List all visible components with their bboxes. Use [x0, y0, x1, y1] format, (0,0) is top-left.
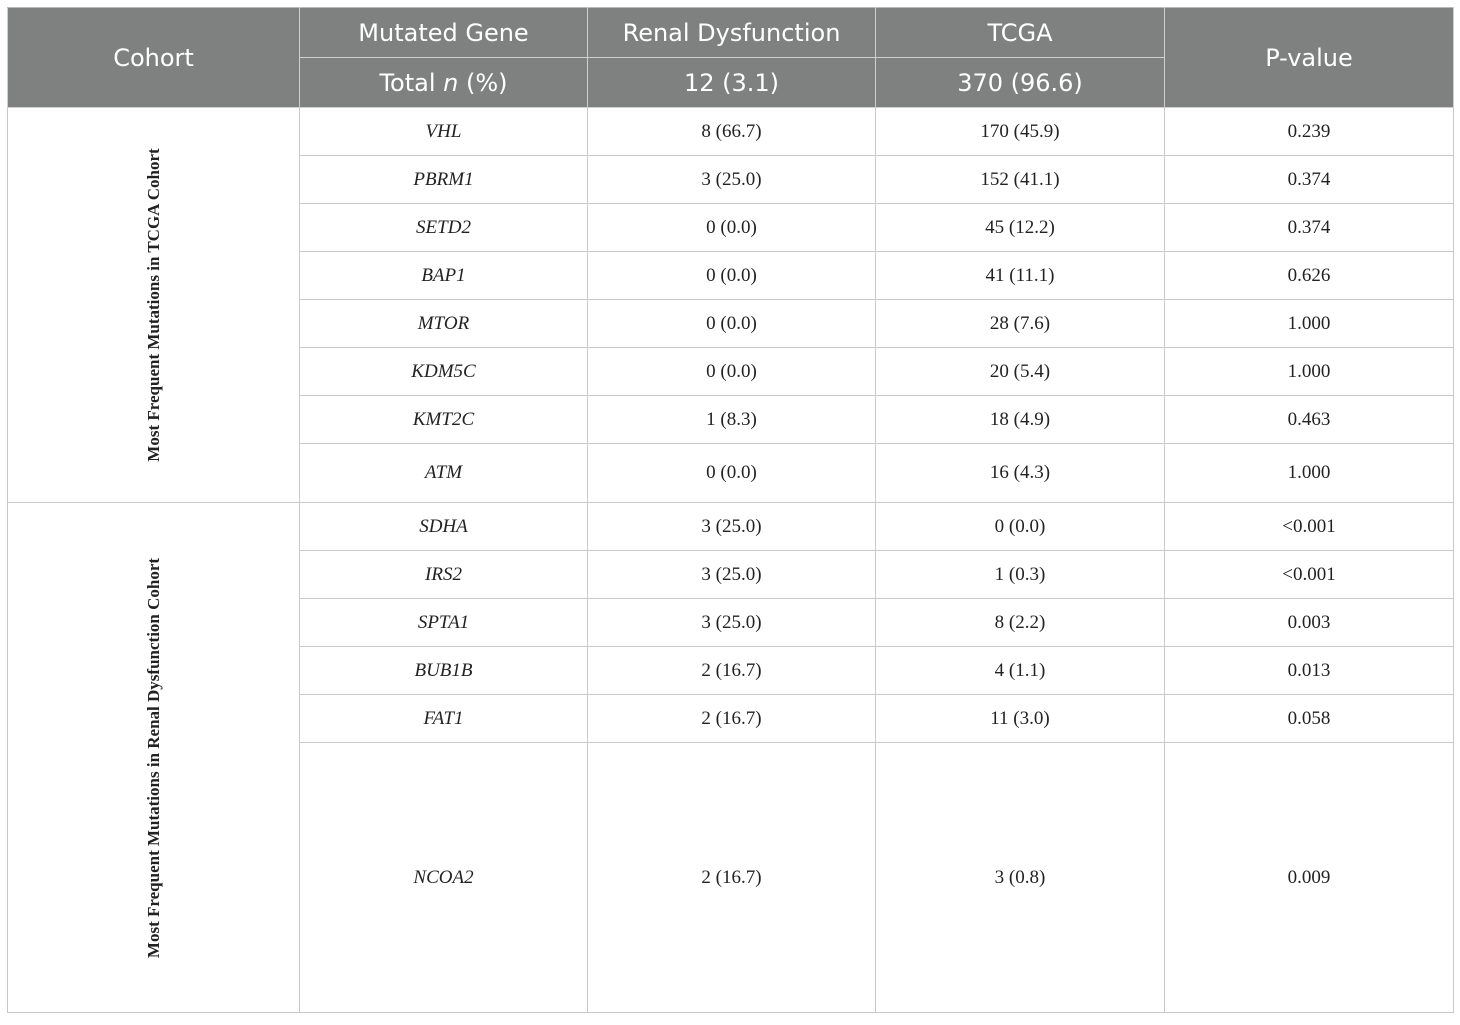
header-total-suffix: (%): [458, 68, 508, 97]
p-value-cell: 0.374: [1165, 156, 1454, 204]
cohort-group-cell: [8, 108, 300, 503]
tcga-cell: 11 (3.0): [876, 695, 1165, 743]
tcga-cell: 0 (0.0): [876, 503, 1165, 551]
header-renal-dysfunction: Renal Dysfunction: [588, 8, 876, 58]
tcga-cell: 152 (41.1): [876, 156, 1165, 204]
tcga-cell: 170 (45.9): [876, 108, 1165, 156]
p-value-cell: <0.001: [1165, 503, 1454, 551]
table-row: [8, 503, 1454, 551]
tcga-cell: 45 (12.2): [876, 204, 1165, 252]
gene-cell: NCOA2: [300, 743, 588, 1013]
header-cohort: Cohort: [8, 8, 300, 108]
header-total-n: n: [443, 68, 459, 97]
p-value-cell: 1.000: [1165, 444, 1454, 503]
renal-dysfunction-cell: 0 (0.0): [588, 252, 876, 300]
header-total: [300, 58, 588, 108]
p-value-cell: <0.001: [1165, 551, 1454, 599]
header-renal-total: 12 (3.1): [588, 58, 876, 108]
tcga-cell: 41 (11.1): [876, 252, 1165, 300]
tcga-cell: 28 (7.6): [876, 300, 1165, 348]
mutation-comparison-table: [7, 7, 1454, 1013]
renal-dysfunction-cell: 3 (25.0): [588, 551, 876, 599]
gene-cell: SPTA1: [300, 599, 588, 647]
tcga-cell: 16 (4.3): [876, 444, 1165, 503]
tcga-cell: 3 (0.8): [876, 743, 1165, 1013]
p-value-cell: 0.463: [1165, 396, 1454, 444]
header-p-value: P-value: [1165, 8, 1454, 108]
gene-cell: KDM5C: [300, 348, 588, 396]
renal-dysfunction-cell: 3 (25.0): [588, 599, 876, 647]
renal-dysfunction-cell: 0 (0.0): [588, 204, 876, 252]
p-value-cell: 0.013: [1165, 647, 1454, 695]
p-value-cell: 0.003: [1165, 599, 1454, 647]
renal-dysfunction-cell: 3 (25.0): [588, 503, 876, 551]
tcga-cell: 8 (2.2): [876, 599, 1165, 647]
gene-cell: ATM: [300, 444, 588, 503]
p-value-cell: 1.000: [1165, 348, 1454, 396]
header-row-1: [8, 8, 1454, 58]
tcga-cell: 1 (0.3): [876, 551, 1165, 599]
header-mutated-gene: Mutated Gene: [300, 8, 588, 58]
renal-dysfunction-cell: 0 (0.0): [588, 444, 876, 503]
renal-dysfunction-cell: 2 (16.7): [588, 743, 876, 1013]
renal-dysfunction-cell: 0 (0.0): [588, 300, 876, 348]
cohort-group-cell: [8, 503, 300, 1013]
renal-dysfunction-cell: 3 (25.0): [588, 156, 876, 204]
table-body: [8, 108, 1454, 1013]
table-row: [8, 108, 1454, 156]
renal-dysfunction-cell: 1 (8.3): [588, 396, 876, 444]
gene-cell: SDHA: [300, 503, 588, 551]
header-tcga-total: 370 (96.6): [876, 58, 1165, 108]
gene-cell: IRS2: [300, 551, 588, 599]
tcga-cell: 4 (1.1): [876, 647, 1165, 695]
gene-cell: BAP1: [300, 252, 588, 300]
gene-cell: SETD2: [300, 204, 588, 252]
p-value-cell: 1.000: [1165, 300, 1454, 348]
gene-cell: MTOR: [300, 300, 588, 348]
gene-cell: VHL: [300, 108, 588, 156]
renal-dysfunction-cell: 2 (16.7): [588, 647, 876, 695]
cohort-group-label: Most Frequent Mutations in Renal Dysfunction Cohort: [143, 557, 163, 958]
renal-dysfunction-cell: 0 (0.0): [588, 348, 876, 396]
gene-cell: PBRM1: [300, 156, 588, 204]
header-tcga: TCGA: [876, 8, 1165, 58]
renal-dysfunction-cell: 8 (66.7): [588, 108, 876, 156]
gene-cell: KMT2C: [300, 396, 588, 444]
table-header: [8, 8, 1454, 108]
p-value-cell: 0.239: [1165, 108, 1454, 156]
gene-cell: FAT1: [300, 695, 588, 743]
cohort-group-label: Most Frequent Mutations in TCGA Cohort: [143, 148, 163, 462]
header-total-prefix: Total: [379, 68, 444, 97]
tcga-cell: 20 (5.4): [876, 348, 1165, 396]
p-value-cell: 0.374: [1165, 204, 1454, 252]
renal-dysfunction-cell: 2 (16.7): [588, 695, 876, 743]
p-value-cell: 0.058: [1165, 695, 1454, 743]
gene-cell: BUB1B: [300, 647, 588, 695]
tcga-cell: 18 (4.9): [876, 396, 1165, 444]
mutation-table-container: [7, 7, 1453, 1013]
p-value-cell: 0.626: [1165, 252, 1454, 300]
p-value-cell: 0.009: [1165, 743, 1454, 1013]
